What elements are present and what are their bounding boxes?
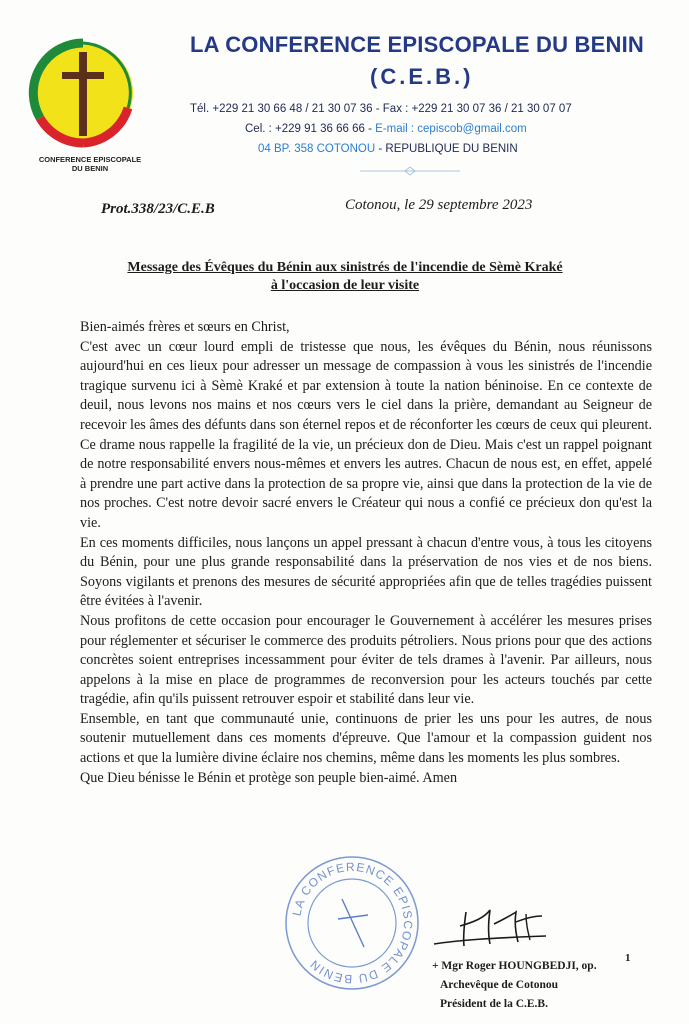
phone-fax-line: Tél. +229 21 30 66 48 / 21 30 07 36 - Fax : +229 21 30 07 36 / 21 30 07 07 <box>190 103 572 115</box>
po-box: 04 BP. 358 COTONOU <box>258 143 376 155</box>
stamp-text: LA CONFERENCE EPISCOPALE DU BENIN <box>289 859 416 987</box>
message-title-line2: à l'occasion de leur visite <box>270 278 420 293</box>
protocol-reference: Prot.338/23/C.E.B <box>101 201 215 217</box>
signatory-title-archbishop: Archevêque de Cotonou <box>440 979 558 991</box>
logo-caption: CONFERENCE EPISCOPALE DU BENIN <box>38 155 142 173</box>
organization-abbreviation: (C.E.B.) <box>370 64 474 89</box>
header-ornament-divider <box>360 166 460 176</box>
signatory-name: + Mgr Roger HOUNGBEDJI, op. <box>432 960 597 972</box>
official-stamp-icon <box>282 853 422 993</box>
organization-name: LA CONFERENCE EPISCOPALE DU BENIN <box>190 32 644 57</box>
postal-address-line <box>258 143 518 155</box>
mobile-email-line <box>245 123 527 135</box>
page-number: 1 <box>625 952 631 964</box>
body-paragraph-3: En ces moments difficiles, nous lançons un appel pressant à chacun d'entre vous, à tous les citoyens du Bénin, pour une plus grande responsabilité dans la préservation de nos vies et de nos biens. Soyons vigilants et prenons des mesures de sécurité appropriées afin que de telles tragédies puissent être évitées à l'avenir. <box>80 534 652 610</box>
signatory-title-president: Président de la C.E.B. <box>440 998 548 1010</box>
email-address: E-mail : cepiscob@gmail.com <box>375 123 527 135</box>
message-title <box>30 259 660 295</box>
body-paragraph-1: C'est avec un cœur lourd empli de tristesse que nous, les évêques du Bénin, nous réunissons aujourd'hui en ces lieux pour adresser un message de compassion à vous les sinistrés de l'incendie tragique survenu ici à Sèmè Kraké et par extension à toute la nation béninoise. En ce contexte de deuil, nous levons nos mains et nos cœurs vers le ciel dans la prière, demandant au Seigneur de recevoir les âmes des défunts dans son éternel repos et de réconforter les cœurs de ceux qui pleurent. <box>80 338 653 433</box>
handwritten-signature-icon <box>430 900 550 960</box>
signatory-block <box>432 957 662 1014</box>
body-paragraph-2: Ce drame nous rappelle la fragilité de la vie, un précieux don de Dieu. Mais c'est un rappel poignant de notre responsabilité envers nous-mêmes et envers les autres. Chacun de nous est, en effet, appelé à prendre une part active dans la protection de sa propre vie, ainsi que dans la protection de la vie de nos proches. C'est notre devoir sacré envers le Créateur qui nous a confié ce précieux don qu'est la vie. <box>80 436 652 531</box>
country: - REPUBLIQUE DU BENIN <box>375 143 518 155</box>
body-paragraph-5: Ensemble, en tant que communauté unie, continuons de prier les uns pour les autres, de nous soutenir mutuellement dans ces moments d'épreuve. Que l'amour et la compassion guident nos actions et que la lumière divine éclaire nos chemins, même dans les moments les plus sombres. <box>80 710 652 767</box>
message-body <box>80 318 652 788</box>
closing-blessing: Que Dieu bénisse le Bénin et protège son peuple bien-aimé. Amen <box>80 769 458 786</box>
salutation: Bien-aimés frères et sœurs en Christ, <box>80 319 290 335</box>
body-paragraph-4: Nous profitons de cette occasion pour encourager le Gouvernement à accélérer les mesures prises pour réglementer et sécuriser le commerce des produits pétroliers. Nous prions pour que des actions concrètes soient entreprises incessamment pour éviter de tels drames à l'avenir. Par ailleurs, nous appelons à la mise en place de programmes de reconversion pour les acteurs touchés par cette tragédie, afin qu'ils puissent retrouver espoir et stabilité dans leur vie. <box>80 612 652 708</box>
ceb-logo-icon <box>28 38 138 148</box>
place-date: Cotonou, le 29 septembre 2023 <box>345 197 533 213</box>
message-title-line1: Message des Évêques du Bénin aux sinistrés de l'incendie de Sèmè Kraké <box>127 260 563 275</box>
mobile-number: Cel. : +229 91 36 66 66 - <box>245 123 376 135</box>
